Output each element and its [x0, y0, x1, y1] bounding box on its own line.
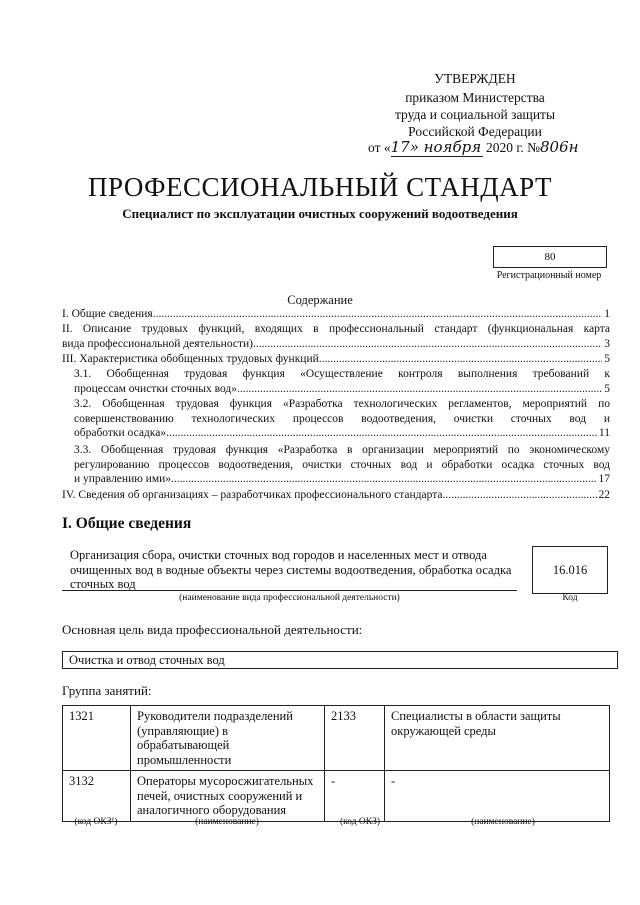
caption-okz-code: (код ОКЗ¹) — [74, 817, 118, 827]
toc-item-page: 5 — [604, 353, 610, 365]
caption-name: (наименование) — [471, 817, 535, 827]
toc-item-page: 17 — [598, 473, 610, 485]
approval-title: УТВЕРЖДЕН — [434, 71, 516, 86]
handwritten-number: 806н — [540, 138, 579, 156]
toc-item[interactable] — [62, 322, 610, 351]
toc-item-text: 3.1. Обобщенная трудовая функция «Осуществление контроля выполнения требований к — [74, 368, 610, 380]
toc-item[interactable] — [62, 352, 610, 367]
purpose-label: Основная цель вида профессиональной деятельности: — [62, 622, 363, 637]
activity-name: Организация сбора, очистки сточных вод городов и населенных мест и отвода очищенных вод в водные объекты через системы водоотведения, обработка осадка сточных вод — [70, 548, 512, 591]
toc-item-text: II. Описание трудовых функций, входящих в профессиональный стандарт (функциональная карта — [62, 323, 610, 335]
toc-item-text: III. Характеристика обобщенных трудовых функций — [62, 353, 319, 365]
approval-line: приказом Министерства — [405, 90, 545, 105]
approval-date — [368, 138, 579, 157]
registration-label: Регистрационный номер — [496, 270, 602, 281]
toc-item-text: I. Общие сведения — [62, 308, 153, 320]
page-title: ПРОФЕССИОНАЛЬНЫЙ СТАНДАРТ — [87, 172, 553, 202]
groups-label: Группа занятий: — [62, 683, 152, 698]
toc-item-text: регулированию процессов водоотведения, очистки сточных вод и обработки осадка сточных вод — [74, 458, 610, 471]
toc-item-text: 3.3. Обобщенная трудовая функция «Разработка в организации мероприятий по экономическому — [74, 444, 610, 456]
code-caption: Код — [562, 593, 578, 603]
toc-item-text: IV. Сведения об организациях – разработчиках профессионального стандарта — [62, 489, 443, 501]
occupation-name: Операторы мусоросжигательных печей, очистных сооружений и аналогичного оборудования — [131, 771, 325, 822]
table-row — [63, 706, 610, 771]
occupation-name: - — [385, 771, 610, 822]
toc-item[interactable] — [74, 367, 610, 396]
toc-item-page: 11 — [598, 427, 610, 439]
toc-item-page: 1 — [604, 308, 610, 320]
toc-item[interactable] — [74, 443, 610, 487]
handwritten-date: 17» ноября — [390, 138, 482, 156]
toc-item-text: процессам очистки сточных вод» — [74, 382, 238, 395]
caption-okz-code: (код ОКЗ) — [339, 817, 381, 827]
activity-code: 16.016 — [532, 546, 608, 594]
occupation-name: Руководители подразделений (управляющие) в обрабатывающей промышленности — [131, 706, 325, 771]
okz-code: 2133 — [325, 706, 385, 771]
table-row — [63, 771, 610, 822]
date-prefix: от « — [368, 140, 391, 155]
date-suffix: 2020 г. № — [485, 140, 541, 155]
section-heading: I. Общие сведения — [62, 515, 192, 532]
purpose-value: Очистка и отвод сточных вод — [62, 651, 618, 669]
approval-line: труда и социальной защиты — [394, 107, 556, 122]
toc-item-text: совершенствованию технологических процессов водоотведения, очистки сточных вод и — [74, 412, 610, 425]
toc-item[interactable] — [74, 397, 610, 441]
toc-item[interactable] — [62, 307, 610, 322]
caption-name: (наименование) — [195, 817, 259, 827]
toc-item-text: 3.2. Обобщенная трудовая функция «Разработка технологических регламентов, мероприятий по — [74, 398, 610, 410]
approval-line: Российской Федерации — [408, 124, 542, 139]
toc-item-page: 22 — [598, 489, 610, 501]
underline — [62, 590, 517, 591]
registration-number: 80 — [493, 246, 607, 268]
okz-code: 3132 — [63, 771, 131, 822]
occupation-name: Специалисты в области защиты окружающей среды — [385, 706, 610, 771]
toc-item-page: 3 — [604, 337, 610, 350]
toc-item[interactable] — [62, 488, 610, 503]
okz-code: 1321 — [63, 706, 131, 771]
toc-item-text: вида профессиональной деятельности) — [62, 337, 253, 350]
toc-item-text: обработки осадка» — [74, 427, 167, 439]
page-subtitle: Специалист по эксплуатации очистных сооружений водоотведения — [122, 206, 518, 221]
toc-heading: Содержание — [287, 293, 353, 307]
toc-item-page: 5 — [604, 382, 610, 395]
okz-code: - — [325, 771, 385, 822]
activity-caption: (наименование вида профессиональной деятельности) — [179, 593, 400, 603]
toc-item-text: и управлению ими» — [74, 473, 172, 485]
occupation-groups-table — [62, 705, 610, 822]
